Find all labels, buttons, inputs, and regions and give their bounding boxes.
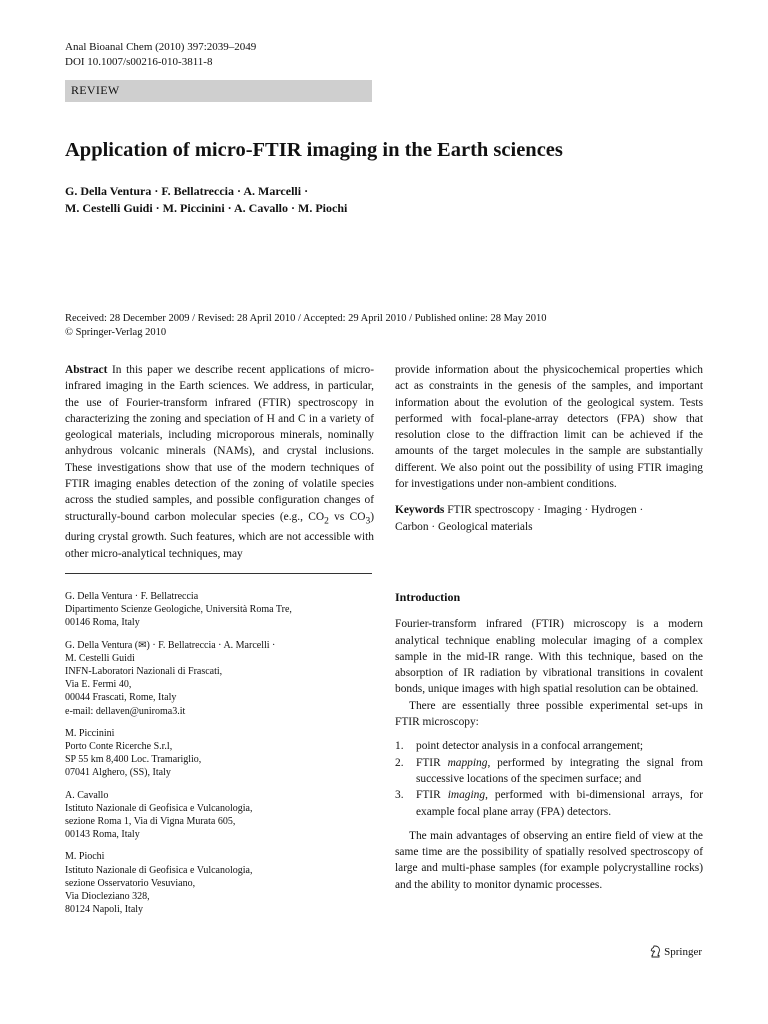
dates-line: Received: 28 December 2009 / Revised: 28 April 2010 / Accepted: 29 April 2010 / Published online: 28 May 2010	[65, 313, 547, 324]
list-number: 2.	[395, 756, 404, 769]
affiliation-line: INFN-Laboratori Nazionali di Frascati,	[65, 666, 223, 678]
list-text-rest: , performed by integrating the signal from successive locations of the specimen surface; and	[416, 756, 703, 785]
abstract-label: Abstract	[65, 364, 108, 376]
affiliation-line: 80124 Napoli, Italy	[65, 904, 144, 916]
abstract-vs: vs CO	[328, 510, 366, 523]
list-item	[395, 755, 703, 788]
list-number: 1.	[395, 740, 404, 753]
keywords-line-1: FTIR spectroscopy · Imaging · Hydrogen ·	[447, 504, 644, 517]
affiliation-line: G. Della Ventura · F. Bellatreccia	[65, 591, 199, 602]
list-emphasis: imaging	[447, 789, 486, 802]
list-item	[395, 787, 703, 820]
affiliation-line: G. Della Ventura (✉) · F. Bellatreccia · A. Marcelli ·	[65, 639, 276, 651]
keywords	[395, 502, 703, 535]
abstract-right-column	[395, 362, 703, 535]
publisher-logo	[650, 945, 702, 958]
journal-citation: Anal Bioanal Chem (2010) 397:2039–2049	[65, 41, 257, 53]
intro-paragraph-1: Fourier-transform infrared (FTIR) microscopy is a modern analytical technique enabling molecular imaging of a complex sample in the mid-IR range. With this technique, based on the absorption of IR radiation by vibrational transitions in covalent bonds, unique images with high spatial resolution can be obtained.	[395, 618, 703, 696]
copyright-line: © Springer-Verlag 2010	[65, 327, 167, 338]
publication-dates	[65, 312, 546, 340]
affiliation-line: Via Diocleziano 328,	[65, 891, 150, 903]
abstract-left-column	[65, 362, 374, 562]
springer-knight-icon	[650, 945, 661, 958]
list-text: FTIR	[416, 789, 448, 802]
author-list	[65, 183, 347, 216]
keywords-line-2: Carbon · Geological materials	[395, 520, 533, 533]
affiliation-line: M. Piochi	[65, 851, 105, 863]
abstract-text-part2: ) during crystal growth. Such features, which are not accessible with other micro-analytical techniques, may	[65, 510, 375, 560]
affiliation-line: sezione Osservatorio Vesuviano,	[65, 877, 196, 889]
affiliation-block	[65, 639, 374, 718]
column-separator-line	[65, 573, 372, 574]
affiliation-block	[65, 789, 374, 842]
affiliation-line: A. Cavallo	[65, 789, 109, 801]
subscript-2: 2	[324, 515, 329, 526]
doi-line: DOI 10.1007/s00216-010-3811-8	[65, 56, 213, 68]
author-line-1: G. Della Ventura · F. Bellatreccia · A. Marcelli ·	[65, 184, 309, 198]
affiliation-block	[65, 590, 374, 630]
author-line-2: M. Cestelli Guidi · M. Piccinini · A. Cavallo · M. Piochi	[65, 200, 348, 215]
affiliation-line: SP 55 km 8,400 Loc. Tramariglio,	[65, 754, 202, 766]
affiliation-line: 00146 Roma, Italy	[65, 617, 140, 629]
affiliation-line: 07041 Alghero, (SS), Italy	[65, 767, 171, 779]
intro-paragraph-3: The main advantages of observing an entire field of view at the same time are the possibility of spatially resolved spectroscopy of large and multi-phase samples (for example polycrystalline rocks) and the ability to monitor dynamic processes.	[395, 829, 703, 891]
affiliation-line: 00143 Roma, Italy	[65, 829, 140, 841]
affiliation-line: Istituto Nazionale di Geofisica e Vulcanologia,	[65, 864, 253, 876]
list-item	[395, 738, 703, 754]
abstract-paragraph	[65, 362, 374, 562]
list-text: FTIR	[416, 756, 448, 769]
springer-label: Springer	[664, 945, 702, 958]
affiliation-line: Istituto Nazionale di Geofisica e Vulcanologia,	[65, 802, 253, 814]
list-text-rest: , performed with bi-dimensional arrays, for example focal plane array (FPA) detectors.	[416, 789, 704, 818]
affiliation-block	[65, 850, 374, 916]
introduction-section	[395, 589, 703, 893]
list-text: point detector analysis in a confocal arrangement;	[416, 740, 644, 753]
affiliation-line: 00044 Frascati, Rome, Italy	[65, 692, 177, 704]
section-tag-bar	[65, 80, 372, 102]
affiliation-line: M. Cestelli Guidi	[65, 652, 135, 664]
affiliation-line: Dipartimento Scienze Geologiche, Università Roma Tre,	[65, 604, 292, 616]
affiliation-line: Via E. Fermi 40,	[65, 679, 132, 691]
intro-paragraph-2: There are essentially three possible experimental set-ups in FTIR microscopy:	[395, 699, 703, 729]
setup-list	[395, 738, 703, 819]
affiliation-line: e-mail: dellaven@uniroma3.it	[65, 705, 186, 717]
list-emphasis: mapping	[447, 756, 488, 769]
affiliations	[65, 590, 374, 925]
section-tag-label: REVIEW	[71, 83, 120, 97]
affiliation-line: M. Piccinini	[65, 727, 115, 739]
affiliation-line: sezione Roma 1, Via di Vigna Murata 605,	[65, 816, 236, 828]
abstract-text-part1: In this paper we describe recent applications of micro-infrared imaging in the Earth sciences. We address, in particular, the use of Fourier-transform infrared (FTIR) spectroscopy in characterizing the zoning and speciation of H and C in a variety of geological materials, including microporous minerals, nominally anhydrous volcanic minerals (NAMs), and crystal inclusions. These investigations show that use of the modern techniques of FTIR imaging enables detection of the zoning of volatile species across the studied samples, and possible configuration changes of structurally-bound carbon molecular species (e.g., CO	[65, 364, 374, 523]
introduction-heading: Introduction	[395, 590, 461, 604]
keywords-label: Keywords	[395, 504, 445, 517]
affiliation-block	[65, 727, 374, 780]
article-title: Application of micro-FTIR imaging in the Earth sciences	[65, 139, 563, 161]
subscript-3: 3	[365, 515, 371, 526]
affiliation-line: Porto Conte Ricerche S.r.l,	[65, 741, 173, 753]
list-number: 3.	[395, 789, 404, 802]
abstract-continuation: provide information about the physicochemical properties which act as constraints in the genesis of the samples, and important information about the evolution of the geological system. Tests performed with focal-plane-array detectors (FPA) show that resolution close to the diffraction limit can be achieved if the amounts of the target molecules in the sample are substantially different. We also point out the possibility of using FTIR imaging for investigations under non-ambient conditions.	[395, 364, 703, 491]
